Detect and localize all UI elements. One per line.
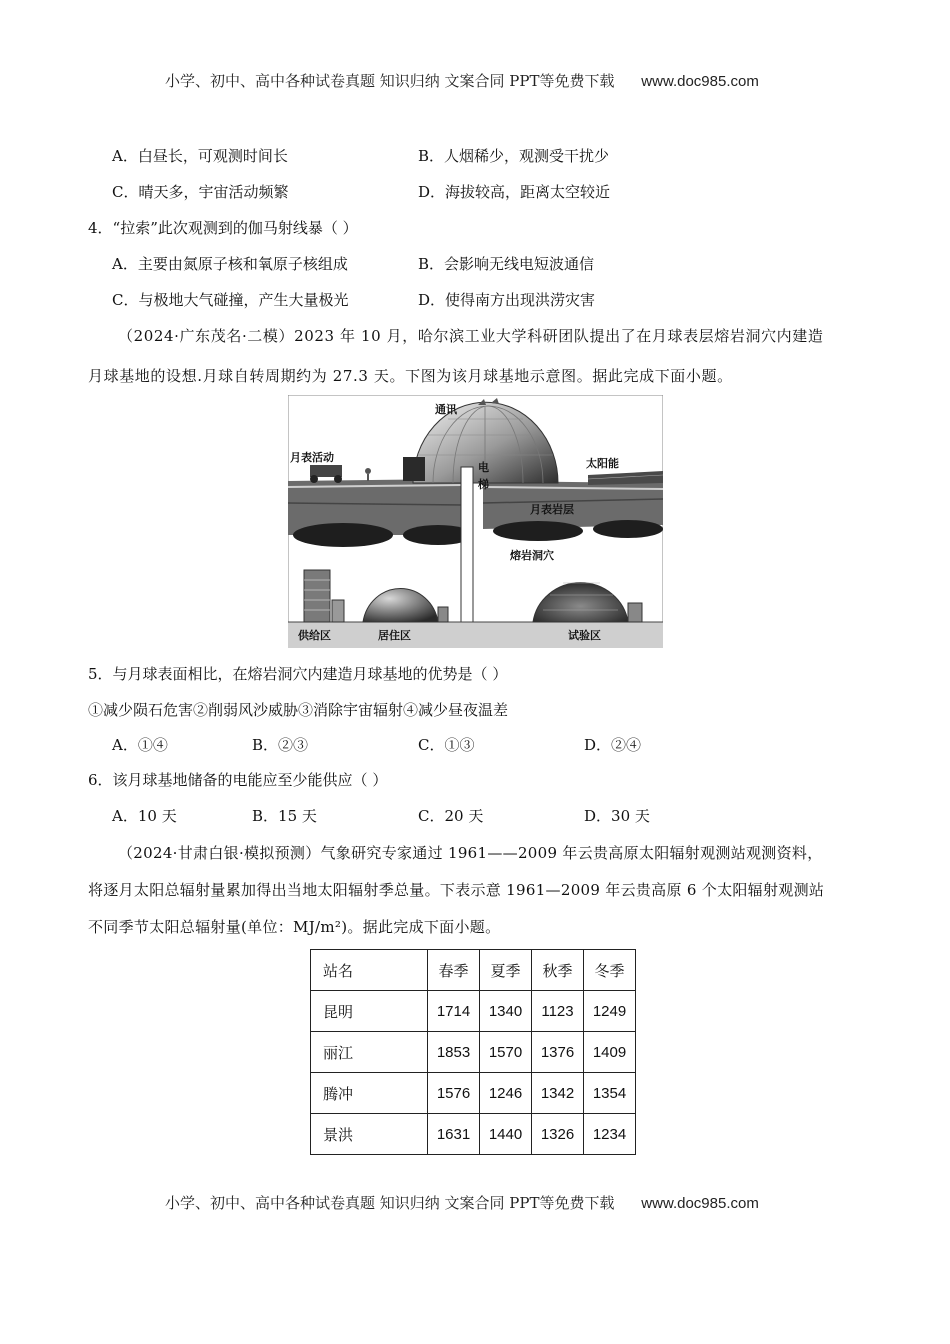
table-header: 站名 (311, 950, 428, 991)
label-supply-zone: 供给区 (298, 629, 331, 642)
table-row (311, 1114, 636, 1155)
q5-stem: 5．与月球表面相比，在熔岩洞穴内建造月球基地的优势是（ ） (88, 665, 508, 683)
label-living-zone: 居住区 (378, 629, 411, 642)
q3-option-b: B．人烟稀少，观测受干扰少 (418, 147, 610, 165)
q5-items: ①减少陨石危害②削弱风沙威胁③消除宇宙辐射④减少昼夜温差 (88, 701, 509, 719)
passage1-line2: 月球基地的设想.月球自转周期约为 27.3 天。下图为该月球基地示意图。据此完成下面小题。 (88, 367, 733, 385)
equipment-box (403, 457, 425, 481)
table-row (311, 991, 636, 1032)
label-communication: 通讯 (435, 403, 457, 416)
table-row (311, 1032, 636, 1073)
q6-option-d: D．30 天 (584, 807, 650, 825)
table-row (311, 1073, 636, 1114)
q6-stem: 6．该月球基地储备的电能应至少能供应（ ） (88, 771, 388, 789)
q5-option-a: A．①④ (112, 736, 168, 754)
table-cell: 1570 (480, 1032, 532, 1073)
passage2-line3: 不同季节太阳总辐射量(单位：MJ/m²)。据此完成下面小题。 (88, 918, 501, 936)
label-solar: 太阳能 (586, 457, 619, 470)
table-cell: 1249 (584, 991, 636, 1032)
cave-ceiling-shadow (293, 523, 393, 547)
header-site: www.doc985.com (641, 73, 759, 90)
footer-site: www.doc985.com (641, 1195, 759, 1212)
q5-option-c: C．①③ (418, 736, 475, 754)
label-surface-rock: 月表岩层 (530, 503, 574, 516)
cave-floor (288, 622, 663, 648)
label-test-zone: 试验区 (568, 629, 601, 642)
table-cell: 1409 (584, 1032, 636, 1073)
table-header: 冬季 (584, 950, 636, 991)
q3-option-d: D．海拔较高，距离太空较近 (418, 183, 611, 201)
label-lava-cave: 熔岩洞穴 (510, 549, 554, 562)
passage2-line1: （2024·甘肃白银·模拟预测）气象研究专家通过 1961——2009 年云贵高原太阳辐射观测站观测资料， (118, 844, 823, 862)
q5-option-b: B．②③ (252, 736, 309, 754)
table-cell: 1714 (428, 991, 480, 1032)
table-cell: 1246 (480, 1073, 532, 1114)
q5-option-d: D．②④ (584, 736, 642, 754)
passage1-line1: （2024·广东茂名·二模）2023 年 10 月，哈尔滨工业大学科研团队提出了在月球表层熔岩洞穴内建造 (118, 327, 824, 345)
header-text: 小学、初中、高中各种试卷真题 知识归纳 文案合同 PPT等免费下载 (165, 72, 615, 90)
table-cell: 1631 (428, 1114, 480, 1155)
table-cell: 景洪 (311, 1114, 428, 1155)
q4-option-b: B．会影响无线电短波通信 (418, 255, 595, 273)
label-surface-activity: 月表活动 (290, 451, 334, 464)
passage2-line2: 将逐月太阳总辐射量累加得出当地太阳辐射季总量。下表示意 1961—2009 年云贵高原 6 个太阳辐射观测站 (88, 881, 825, 899)
table-cell: 丽江 (311, 1032, 428, 1073)
moon-base-figure (288, 395, 663, 648)
table-cell: 1440 (480, 1114, 532, 1155)
table-header: 秋季 (532, 950, 584, 991)
table-cell: 腾冲 (311, 1073, 428, 1114)
table-cell: 1123 (532, 991, 584, 1032)
page-header (165, 70, 759, 91)
q4-option-a: A．主要由氮原子核和氧原子核组成 (112, 255, 348, 273)
supply-tank (304, 570, 330, 622)
moon-base-diagram (288, 395, 663, 648)
table-cell: 1354 (584, 1073, 636, 1114)
page-footer (165, 1192, 759, 1213)
q3-option-a: A．白昼长，可观测时间长 (112, 147, 288, 165)
q4-option-c: C．与极地大气碰撞，产生大量极光 (112, 291, 349, 309)
table-cell: 1234 (584, 1114, 636, 1155)
q6-option-a: A．10 天 (112, 807, 177, 825)
radiation-table (310, 949, 636, 1155)
table-header: 春季 (428, 950, 480, 991)
table-cell: 1340 (480, 991, 532, 1032)
table-cell: 1853 (428, 1032, 480, 1073)
elevator-shaft (461, 467, 473, 642)
table-cell: 1326 (532, 1114, 584, 1155)
table-header: 夏季 (480, 950, 532, 991)
label-elevator-1: 电 (478, 461, 489, 474)
q4-stem: 4．“拉索”此次观测到的伽马射线暴（ ） (88, 219, 358, 237)
table-cell: 昆明 (311, 991, 428, 1032)
q6-option-b: B．15 天 (252, 807, 317, 825)
table-cell: 1342 (532, 1073, 584, 1114)
q6-option-c: C．20 天 (418, 807, 484, 825)
table-cell: 1576 (428, 1073, 480, 1114)
label-elevator-2: 梯 (478, 478, 489, 491)
footer-text: 小学、初中、高中各种试卷真题 知识归纳 文案合同 PPT等免费下载 (165, 1194, 615, 1212)
table-cell: 1376 (532, 1032, 584, 1073)
table-header-row (311, 950, 636, 991)
q4-option-d: D．使得南方出现洪涝灾害 (418, 291, 596, 309)
q3-option-c: C．晴天多，宇宙活动频繁 (112, 183, 289, 201)
